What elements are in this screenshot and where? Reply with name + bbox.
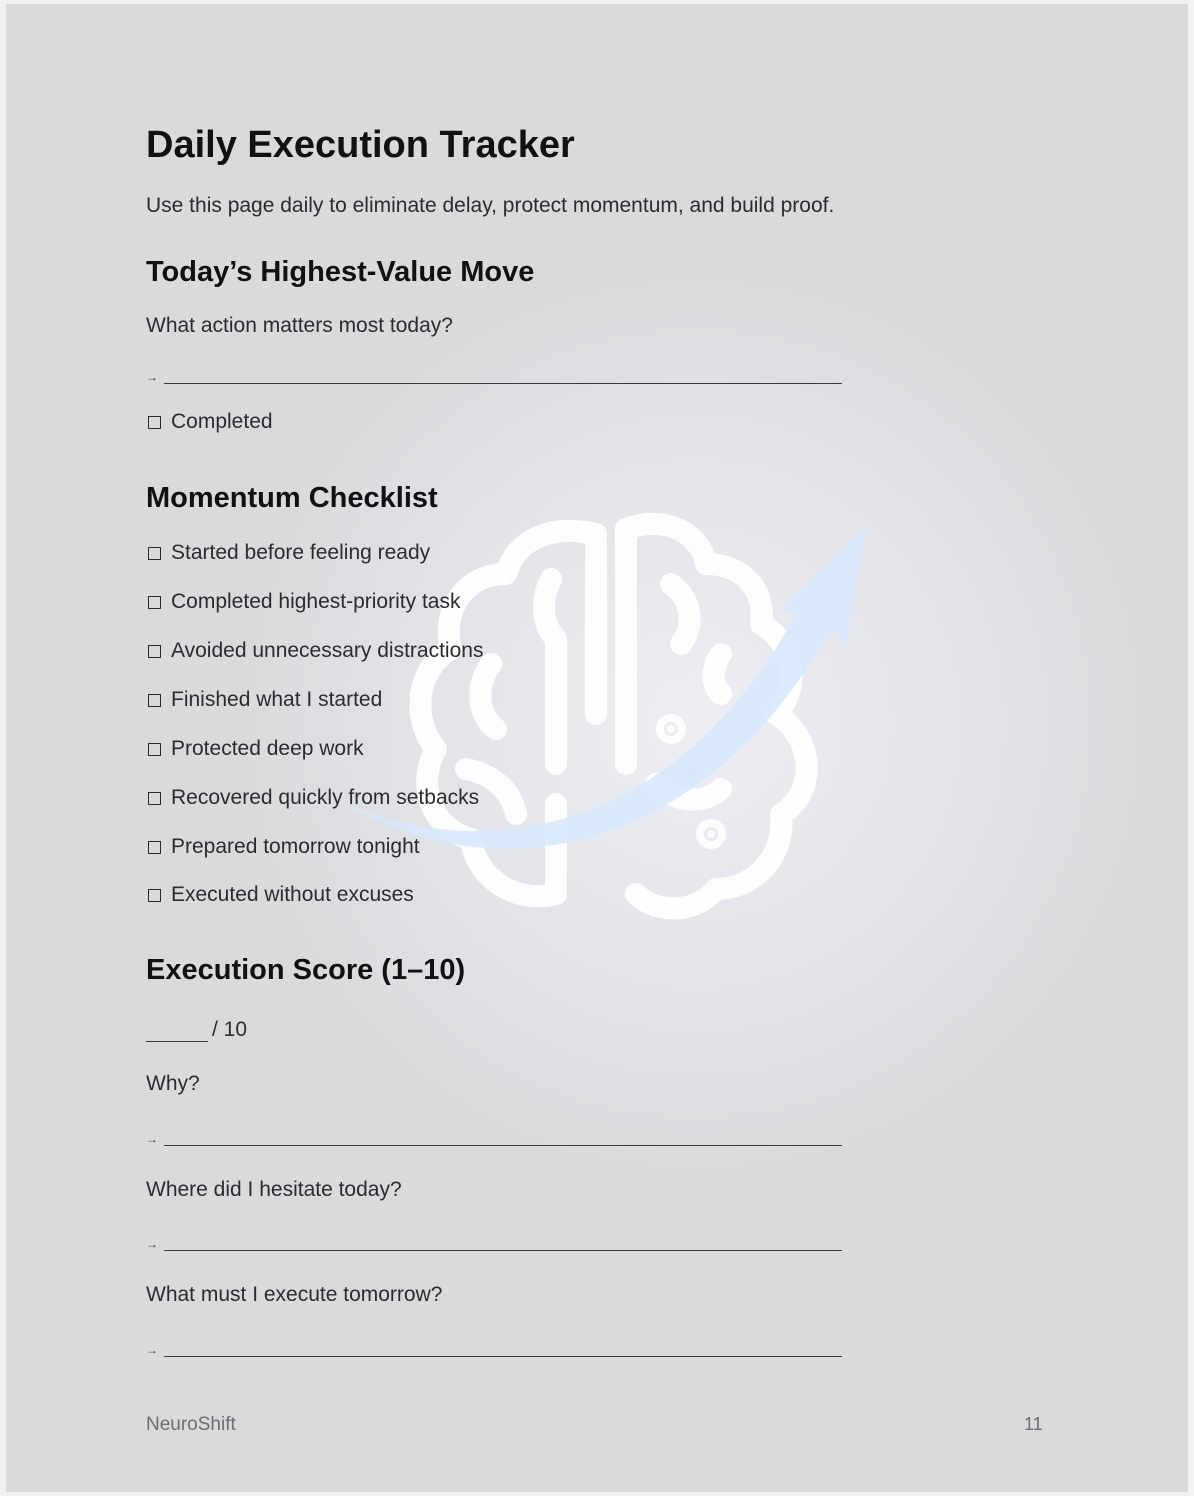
highest-value-heading: Today’s Highest-Value Move: [146, 256, 535, 288]
answer-rule: [164, 1356, 842, 1357]
completed-checkbox[interactable]: [148, 410, 273, 434]
checklist-item[interactable]: [148, 590, 460, 614]
checkbox-icon: [148, 841, 161, 854]
page-number: 11: [1024, 1414, 1043, 1434]
checklist-item[interactable]: [148, 786, 479, 810]
checklist-item-label: Recovered quickly from setbacks: [171, 786, 480, 809]
arrow-icon: →: [146, 370, 158, 384]
checklist-item-label: Protected deep work: [171, 737, 364, 760]
checklist-item-label: Completed highest-priority task: [171, 590, 461, 613]
checklist-item-label: Started before feeling ready: [171, 541, 431, 564]
checkbox-icon: [148, 743, 161, 756]
completed-label: Completed: [171, 410, 273, 433]
arrow-icon: →: [146, 1132, 158, 1146]
checkbox-icon: [148, 792, 161, 805]
arrow-icon: →: [146, 1237, 158, 1251]
checkbox-icon: [148, 416, 161, 429]
arrow-icon: →: [146, 1343, 158, 1357]
why-answer-line[interactable]: [146, 1132, 846, 1152]
checkbox-icon: [148, 547, 161, 560]
checklist-item-label: Prepared tomorrow tonight: [171, 835, 420, 858]
checklist-item-label: Executed without excuses: [171, 883, 414, 906]
checklist-item[interactable]: [148, 541, 430, 565]
momentum-heading: Momentum Checklist: [146, 482, 438, 514]
score-field[interactable]: [146, 1018, 247, 1042]
answer-rule: [164, 1145, 842, 1146]
checkbox-icon: [148, 596, 161, 609]
checklist-item-label: Finished what I started: [171, 688, 383, 711]
why-prompt: Why?: [146, 1072, 200, 1095]
hesitate-answer-line[interactable]: [146, 1237, 846, 1257]
score-suffix: / 10: [212, 1018, 248, 1041]
footer-brand: NeuroShift: [146, 1414, 236, 1435]
checklist-item[interactable]: [148, 883, 414, 907]
checkbox-icon: [148, 694, 161, 707]
hesitate-prompt: Where did I hesitate today?: [146, 1178, 402, 1201]
brain-arrow-icon: [326, 504, 886, 944]
highest-value-answer-line[interactable]: [146, 370, 846, 390]
tomorrow-answer-line[interactable]: [146, 1343, 846, 1363]
checklist-item[interactable]: [148, 639, 483, 663]
tomorrow-prompt: What must I execute tomorrow?: [146, 1283, 443, 1306]
intro-text: Use this page daily to eliminate delay, protect momentum, and build proof.: [146, 194, 835, 217]
highest-value-prompt: What action matters most today?: [146, 314, 453, 337]
checkbox-icon: [148, 645, 161, 658]
checklist-item[interactable]: [148, 737, 364, 761]
checklist-item[interactable]: [148, 835, 420, 859]
score-heading: Execution Score (1–10): [146, 954, 466, 986]
page-title: Daily Execution Tracker: [146, 124, 575, 166]
checklist-item-label: Avoided unnecessary distractions: [171, 639, 484, 662]
answer-rule: [164, 1250, 842, 1251]
document-page: [6, 4, 1188, 1492]
score-blank[interactable]: [146, 1021, 208, 1042]
checklist-item[interactable]: [148, 688, 382, 712]
checkbox-icon: [148, 889, 161, 902]
answer-rule: [164, 383, 842, 384]
